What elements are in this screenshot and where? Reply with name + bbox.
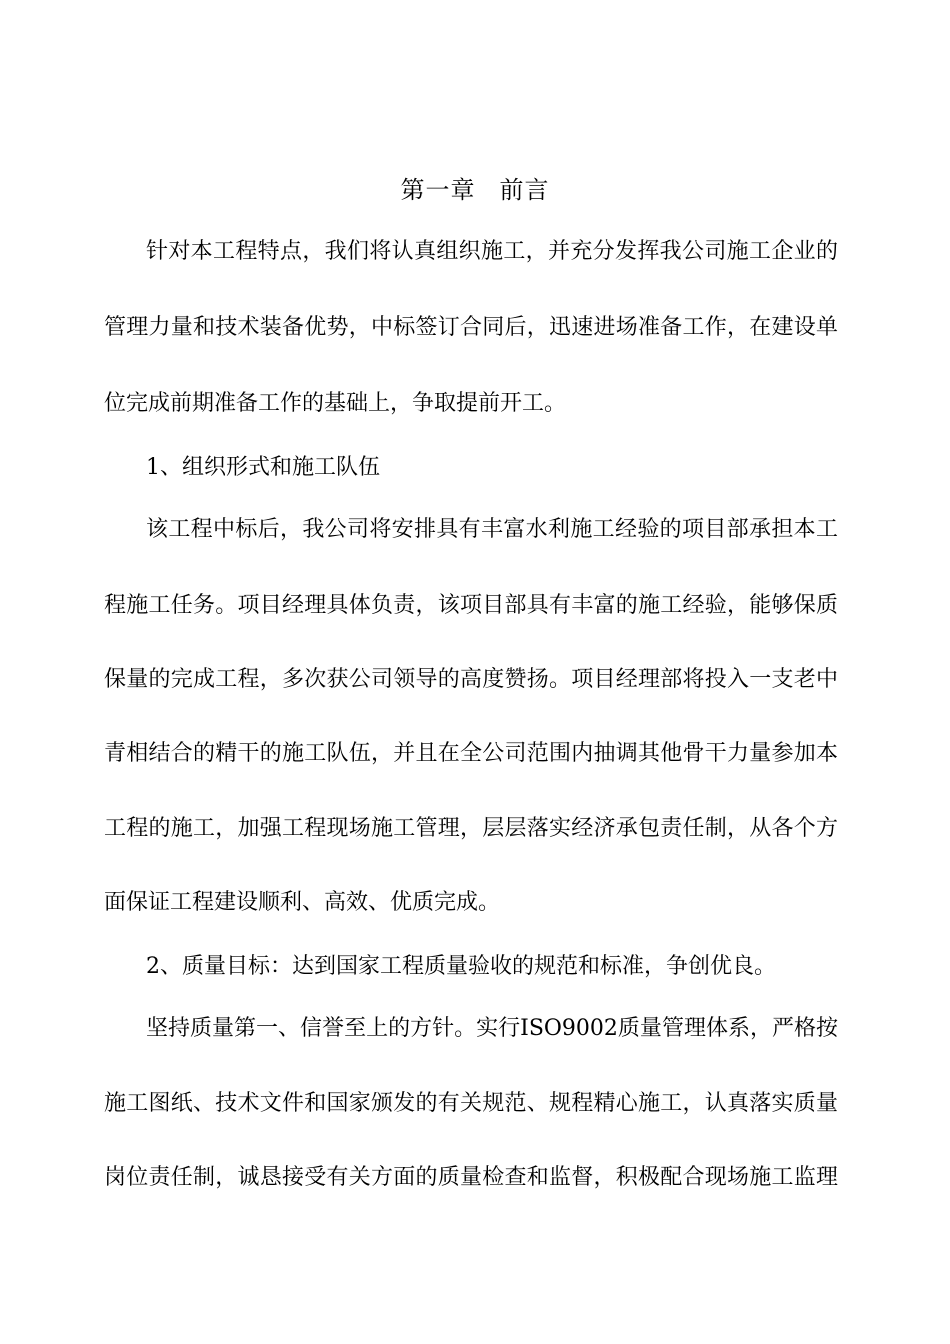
- paragraph-line: 青相结合的精干的施工队伍，并且在全公司范围内抽调其他骨干力量参加本: [104, 741, 838, 766]
- paragraph-line: 位完成前期准备工作的基础上，争取提前开工。: [104, 391, 567, 416]
- paragraph-line: 管理力量和技术装备优势，中标签订合同后，迅速进场准备工作，在建设单: [104, 315, 838, 340]
- chapter-number: 第一章: [400, 176, 476, 204]
- chapter-title: 前言: [499, 176, 550, 204]
- paragraph-line: 面保证工程建设顺利、高效、优质完成。: [104, 890, 501, 915]
- section-heading: 1、组织形式和施工队伍: [146, 455, 380, 480]
- paragraph-line: 施工图纸、技术文件和国家颁发的有关规范、规程精心施工，认真落实质量: [104, 1091, 838, 1116]
- section-heading: 2、质量目标：达到国家工程质量验收的规范和标准，争创优良。: [146, 954, 776, 979]
- paragraph-line: 程施工任务。项目经理具体负责，该项目部具有丰富的施工经验，能够保质: [104, 593, 838, 618]
- paragraph-line: 该工程中标后，我公司将安排具有丰富水利施工经验的项目部承担本工: [146, 517, 838, 542]
- chapter-heading: [0, 170, 950, 210]
- paragraph-line: 针对本工程特点，我们将认真组织施工，并充分发挥我公司施工企业的: [146, 239, 838, 264]
- paragraph-line: 工程的施工，加强工程现场施工管理，层层落实经济承包责任制，从各个方: [104, 816, 838, 841]
- paragraph-line: 坚持质量第一、信誉至上的方针。实行ISO9002质量管理体系，严格按: [146, 1016, 838, 1041]
- paragraph-line: 岗位责任制，诚恳接受有关方面的质量检查和监督，积极配合现场施工监理: [104, 1165, 838, 1190]
- paragraph-line: 保量的完成工程，多次获公司领导的高度赞扬。项目经理部将投入一支老中: [104, 667, 838, 692]
